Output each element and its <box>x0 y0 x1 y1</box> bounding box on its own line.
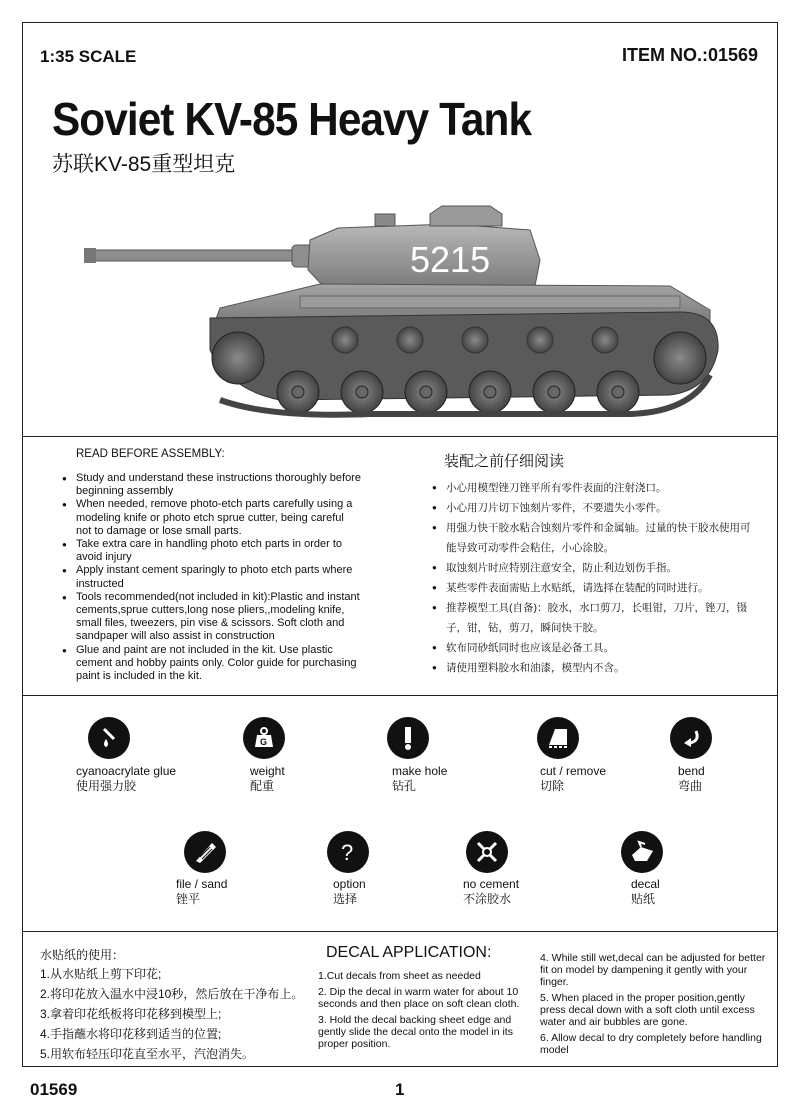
decal-steps-zh <box>40 964 303 1064</box>
decal-step: 1.Cut decals from sheet as needed <box>318 970 481 982</box>
list-item: ● 软布同砂纸同时也应该是必备工具。 <box>432 638 752 658</box>
list-item: ● Study and understand these instructions thoroughly before beginning assembly <box>62 472 362 498</box>
list-item: ● 取蚀刻片时应特别注意安全，防止利边划伤手指。 <box>432 558 752 578</box>
legend-weight-zh: 配重 <box>250 779 275 793</box>
decal-step: 5. When placed in the proper position,gently press decal down with a soft cloth until excess water and air bubbles are gone. <box>540 992 755 1028</box>
cut-icon <box>537 717 579 759</box>
page-subtitle: 苏联KV-85重型坦克 <box>52 153 236 176</box>
tank-illustration <box>70 200 730 430</box>
footer-item-code: 01569 <box>30 1080 78 1099</box>
list-item: ● 请使用塑料胶水和油漆，模型内不含。 <box>432 658 752 678</box>
divider-top <box>22 436 778 437</box>
legend-file-en: file / sand <box>176 877 228 891</box>
decal-icon <box>621 831 663 873</box>
scale-label: 1:35 SCALE <box>40 47 137 66</box>
bend-icon <box>670 717 712 759</box>
list-item: ● When needed, remove photo-etch parts carefully using a modeling knife or photo etch sprue cutter, being careful not to damage or lose small parts. <box>62 498 362 538</box>
legend-cut-zh: 切除 <box>540 779 565 793</box>
no-cement-icon <box>466 831 508 873</box>
divider-bottom <box>22 931 778 932</box>
page-number: 1 <box>395 1080 405 1099</box>
item-number: ITEM NO.:01569 <box>621 45 758 65</box>
legend-option-zh: 选择 <box>333 892 358 906</box>
decal-step: 6. Allow decal to dry completely before handling model <box>540 1032 762 1056</box>
legend-bend-zh: 弯曲 <box>678 779 703 793</box>
file-icon <box>184 831 226 873</box>
instructions-heading-zh: 装配之前仔细阅读 <box>444 453 565 470</box>
legend-weight-en: weight <box>250 764 285 778</box>
legend-glue-zh: 使用强力胶 <box>76 779 137 793</box>
decal-step: 5.用软布轻压印花直至水平，汽泡消失。 <box>40 1047 255 1061</box>
legend-cut-en: cut / remove <box>540 764 607 778</box>
decal-step: 2.将印花放入温水中浸10秒，然后放在干净布上。 <box>40 987 304 1001</box>
legend-glue-en: cyanoacrylate glue <box>76 764 177 778</box>
svg-text:G: G <box>260 737 268 747</box>
legend-bend-en: bend <box>678 764 705 778</box>
list-item: ● Glue and paint are not included in the kit. Use plastic cement and hobby paints only. Color guide for purchasing paint is included in the kit. <box>62 644 362 684</box>
instructions-list-en <box>62 472 362 683</box>
legend-option-en: option <box>333 877 366 891</box>
legend-decal-zh: 贴纸 <box>631 892 656 906</box>
weight-icon <box>243 717 285 759</box>
legend-nocement-en: no cement <box>463 877 520 891</box>
list-item: ● Tools recommended(not included in kit):Plastic and instant cements,sprue cutters,long nose pliers,,modeling knife, small files, tweezers, pin vise & scissors. Soft cloth and sandpaper will also assist in construction <box>62 591 362 644</box>
instructions-list-zh <box>432 478 752 678</box>
page-title: Soviet KV-85 Heavy Tank <box>52 93 532 145</box>
divider-middle <box>22 695 778 696</box>
question-icon <box>327 831 369 873</box>
legend-hole-zh: 钻孔 <box>392 779 417 793</box>
decal-step: 1.从水贴纸上剪下印花; <box>40 967 162 981</box>
decal-steps-en-1 <box>318 970 530 1054</box>
decal-heading-zh: 水贴纸的使用： <box>40 948 125 962</box>
legend-decal-en: decal <box>631 877 660 891</box>
tank-number: 5215 <box>410 239 491 280</box>
instructions-heading-en: READ BEFORE ASSEMBLY: <box>76 448 225 460</box>
list-item: ● 推荐模型工具(自备)：胶水，水口剪刀，长咀钳，刀片，锉刀，镊子，钳，钻，剪刀，瞬间快干胶。 <box>432 598 752 638</box>
list-item: ● 某些零件表面需贴上水贴纸，请选择在装配的同时进行。 <box>432 578 752 598</box>
decal-step: 4.手指蘸水将印花移到适当的位置; <box>40 1027 222 1041</box>
decal-steps-en-2 <box>540 952 770 1060</box>
decal-step: 3. Hold the decal backing sheet edge and gently slide the decal onto the model in its proper position. <box>318 1014 513 1050</box>
legend-file-zh: 锉平 <box>176 892 201 906</box>
list-item: ● 小心用模型锉刀锉平所有零件表面的注射浇口。 <box>432 478 752 498</box>
glue-drop-icon <box>88 717 130 759</box>
decal-step: 2. Dip the decal in warm water for about 10 seconds and then place on soft clean cloth. <box>318 986 520 1010</box>
legend-hole-en: make hole <box>392 764 448 778</box>
decal-step: 3.拿着印花纸板将印花移到模型上; <box>40 1007 222 1021</box>
decal-step: 4. While still wet,decal can be adjusted for better fit on model by dampening it gently with your finger. <box>540 952 766 988</box>
list-item: ● 小心用刀片切下蚀刻片零件，不要遗失小零件。 <box>432 498 752 518</box>
legend-nocement-zh: 不涂胶水 <box>463 892 512 906</box>
drill-icon <box>387 717 429 759</box>
svg-text:?: ? <box>341 840 354 865</box>
decal-heading-en: DECAL APPLICATION: <box>326 944 492 961</box>
list-item: ● Take extra care in handling photo etch parts in order to avoid injury <box>62 538 362 564</box>
list-item: ● 用强力快干胶水粘合蚀刻片零件和金属轴。过量的快干胶水使用可能导致可动零件会粘住，小心涂胶。 <box>432 518 752 558</box>
list-item: ● Apply instant cement sparingly to photo etch parts where instructed <box>62 564 362 590</box>
